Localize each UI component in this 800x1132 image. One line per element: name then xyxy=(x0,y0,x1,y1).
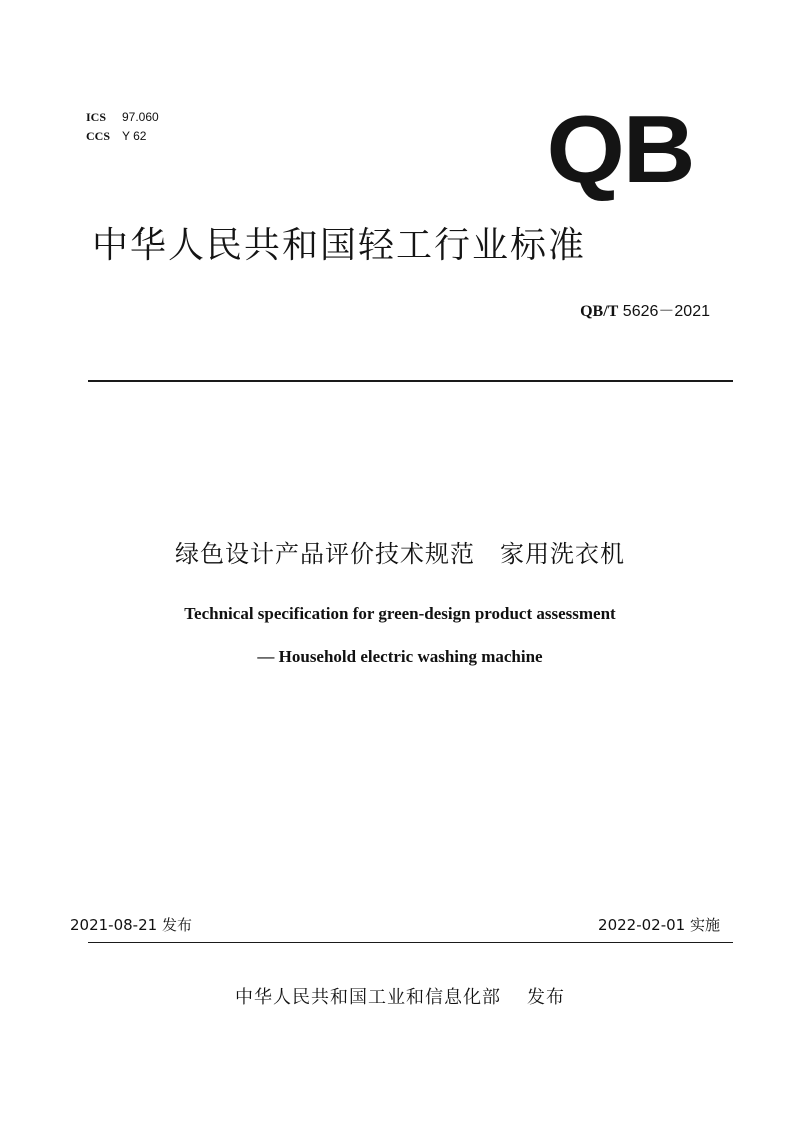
ics-code xyxy=(86,108,159,127)
implementation-date: 2022-02-01 实施 xyxy=(598,916,720,934)
ics-label: ICS xyxy=(86,110,107,124)
publish-verb: 发布 xyxy=(527,987,565,1008)
classification-codes xyxy=(86,108,159,146)
bottom-divider xyxy=(88,942,733,943)
ccs-code xyxy=(86,127,159,146)
standard-category-title: 中华人民共和国轻工行业标准 xyxy=(92,225,587,266)
top-divider xyxy=(88,380,733,382)
ics-value: 97.060 xyxy=(122,110,159,124)
issue-date: 2021-08-21 发布 xyxy=(70,916,192,934)
publisher-line xyxy=(0,983,800,1009)
document-title-chinese: 绿色设计产品评价技术规范 家用洗衣机 xyxy=(175,540,625,568)
standard-number-prefix: QB/T xyxy=(580,303,619,320)
qb-logo: QB xyxy=(546,96,694,203)
document-title-english-line2: — Household electric washing machine xyxy=(257,647,543,666)
ccs-label: CCS xyxy=(86,129,111,143)
publisher-name: 中华人民共和国工业和信息化部 xyxy=(235,987,501,1008)
ccs-value: Y 62 xyxy=(122,129,147,143)
standard-number-value: 5626－2021 xyxy=(622,303,710,320)
standard-number xyxy=(580,298,710,321)
document-title-english-line1: Technical specification for green-design product assessment xyxy=(184,604,616,623)
